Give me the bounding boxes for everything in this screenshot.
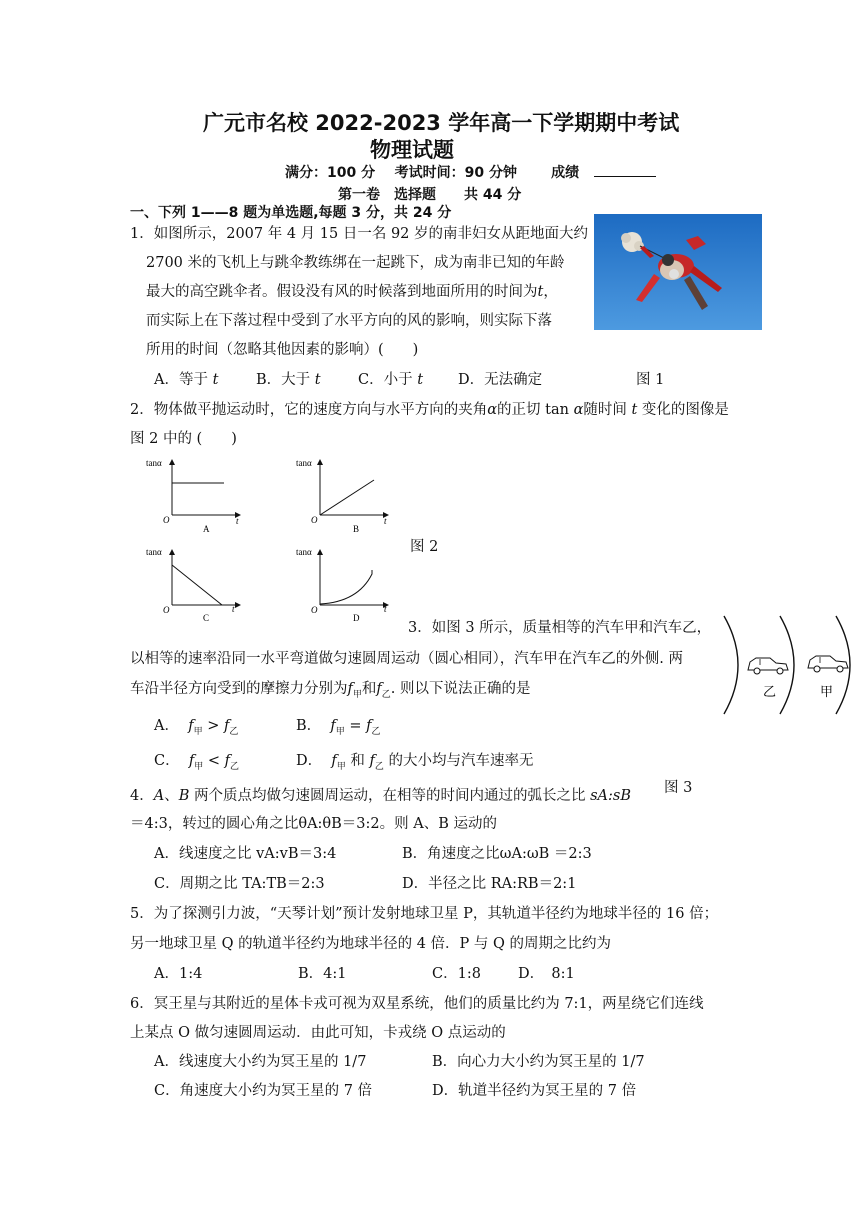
- exam-time: 考试时间：90 分钟: [394, 165, 517, 181]
- graph-c-origin: O: [163, 605, 170, 615]
- skydiving-photo-icon: [594, 214, 762, 330]
- graph-d-y-label: tanα: [296, 547, 312, 557]
- graph-b-x-label: t: [384, 516, 387, 526]
- car-jia-icon: [808, 656, 848, 672]
- q3-option-a[interactable]: A． $f_甲 > f_乙$: [154, 718, 239, 737]
- graph-a-label: A: [203, 524, 210, 534]
- q6-option-a[interactable]: A．线速度大小约为冥王星的 1/7: [154, 1054, 367, 1070]
- exam-info-line: [285, 162, 656, 182]
- q4-line1: 4．A、B 两个质点均做匀速圆周运动，在相等的时间内通过的弧长之比 sA:sB: [130, 788, 631, 804]
- score-label: 成绩: [551, 165, 580, 181]
- graph-b-y-label: tanα: [296, 458, 312, 468]
- q3-option-c[interactable]: C． $f_甲 < f_乙$: [154, 753, 239, 772]
- q5-option-c[interactable]: C．1:8: [432, 966, 481, 982]
- graph-d-origin: O: [311, 605, 318, 615]
- q3-line3: 车沿半径方向受到的摩擦力分别为$f_甲$和$f_乙$. 则以下说法正确的是: [130, 681, 531, 700]
- full-score: 满分：100 分: [285, 165, 376, 181]
- score-blank[interactable]: [594, 163, 656, 177]
- graph-a[interactable]: [146, 458, 240, 534]
- q1-option-c[interactable]: C．小于 t: [358, 372, 424, 388]
- section-title: 第一卷 选择题 共 44 分: [338, 187, 522, 203]
- q3-figure-label: 图 3: [664, 780, 693, 796]
- q1-option-d[interactable]: D．无法确定: [458, 372, 543, 388]
- q6-option-d[interactable]: D．轨道半径约为冥王星的 7 倍: [432, 1083, 637, 1099]
- graph-c-x-label: t: [232, 604, 235, 614]
- q4-option-c[interactable]: C．周期之比 TA:TB＝2:3: [154, 876, 325, 892]
- skydiving-photo: [594, 214, 762, 330]
- graph-b-origin: O: [311, 515, 318, 525]
- q4-line2: ＝4:3，转过的圆心角之比θA:θB＝3:2。则 A、B 运动的: [130, 816, 497, 832]
- q1-line1: 1．如图所示，2007 年 4 月 15 日一名 92 岁的南非妇女从距地面大约: [130, 226, 589, 242]
- q6-line2: 上某点 O 做匀速圆周运动．由此可知，卡戎绕 O 点运动的: [130, 1025, 506, 1041]
- q5-option-d[interactable]: D． 8:1: [518, 966, 575, 982]
- q1-option-b[interactable]: B．大于 t: [256, 372, 321, 388]
- graph-d-x-label: t: [384, 604, 387, 614]
- q3-option-d[interactable]: D． $f_甲$ 和 $f_乙$ 的大小均与汽车速率无: [296, 753, 534, 772]
- car-yi-label: 乙: [763, 684, 777, 699]
- part1-heading: 一、下列 1——8 题为单选题,每题 3 分，共 24 分: [130, 205, 452, 221]
- q2-line2: 图 2 中的 ( ): [130, 431, 237, 447]
- graph-d-label: D: [353, 613, 360, 622]
- exam-title: 广元市名校 2022-2023 学年高一下学期期中考试: [203, 111, 680, 135]
- q2-graphs: [140, 452, 400, 622]
- q2-figure-label: 图 2: [410, 539, 439, 555]
- q4-option-d[interactable]: D．半径之比 RA:RB＝2:1: [402, 876, 577, 892]
- graph-b-label: B: [353, 524, 360, 534]
- q5-option-b[interactable]: B．4:1: [298, 966, 347, 982]
- q4-option-b[interactable]: B．角速度之比ωA:ωB ＝2:3: [402, 846, 592, 862]
- graph-a-x-label: t: [236, 516, 239, 526]
- q3-line1: 3．如图 3 所示，质量相等的汽车甲和汽车乙，: [408, 620, 712, 636]
- q3-line2: 以相等的速率沿同一水平弯道做匀速圆周运动（圆心相同），汽车甲在汽车乙的外侧. 两: [130, 651, 683, 667]
- q2-line1: 2．物体做平抛运动时，它的速度方向与水平方向的夹角α的正切 tan α随时间 t 变化的图像是: [130, 402, 729, 418]
- graph-c-y-label: tanα: [146, 547, 162, 557]
- graph-a-origin: O: [163, 515, 170, 525]
- q4-option-a[interactable]: A．线速度之比 vA:vB＝3:4: [154, 846, 337, 862]
- exam-subtitle: 物理试题: [370, 138, 454, 162]
- q5-line2: 另一地球卫星 Q 的轨道半径约为地球半径的 4 倍．P 与 Q 的周期之比约为: [130, 936, 612, 952]
- graph-d[interactable]: [296, 547, 388, 622]
- car-yi-icon: [748, 658, 788, 674]
- q1-line5: 所用的时间（忽略其他因素的影响）( ): [146, 342, 419, 358]
- q1-line4: 而实际上在下落过程中受到了水平方向的风的影响，则实际下落: [146, 313, 552, 329]
- q1-line2: 2700 米的飞机上与跳伞教练绑在一起跳下，成为南非已知的年龄: [146, 255, 565, 271]
- graph-b[interactable]: [296, 458, 388, 534]
- graph-a-y-label: tanα: [146, 458, 162, 468]
- q6-line1: 6．冥王星与其附近的星体卡戎可视为双星系统，他们的质量比约为 7:1，两星绕它们连线: [130, 996, 704, 1012]
- q6-option-c[interactable]: C．角速度大小约为冥王星的 7 倍: [154, 1083, 373, 1099]
- graph-c-label: C: [203, 613, 210, 622]
- q6-option-b[interactable]: B．向心力大小约为冥王星的 1/7: [432, 1054, 645, 1070]
- car-jia-label: 甲: [820, 684, 834, 699]
- q5-option-a[interactable]: A．1:4: [154, 966, 203, 982]
- graph-c[interactable]: [146, 547, 240, 622]
- q5-line1: 5．为了探测引力波，“天琴计划”预计发射地球卫星 P，其轨道半径约为地球半径的 16 倍；: [130, 906, 719, 922]
- q3-curve-figure: [716, 612, 860, 718]
- q1-line3: 最大的高空跳伞者。假设没有风的时候落到地面所用的时间为t，: [146, 284, 558, 300]
- q1-option-a[interactable]: A．等于 t: [154, 372, 219, 388]
- q1-figure-label: 图 1: [636, 372, 665, 388]
- q3-option-b[interactable]: B． $f_甲 = f_乙$: [296, 718, 381, 737]
